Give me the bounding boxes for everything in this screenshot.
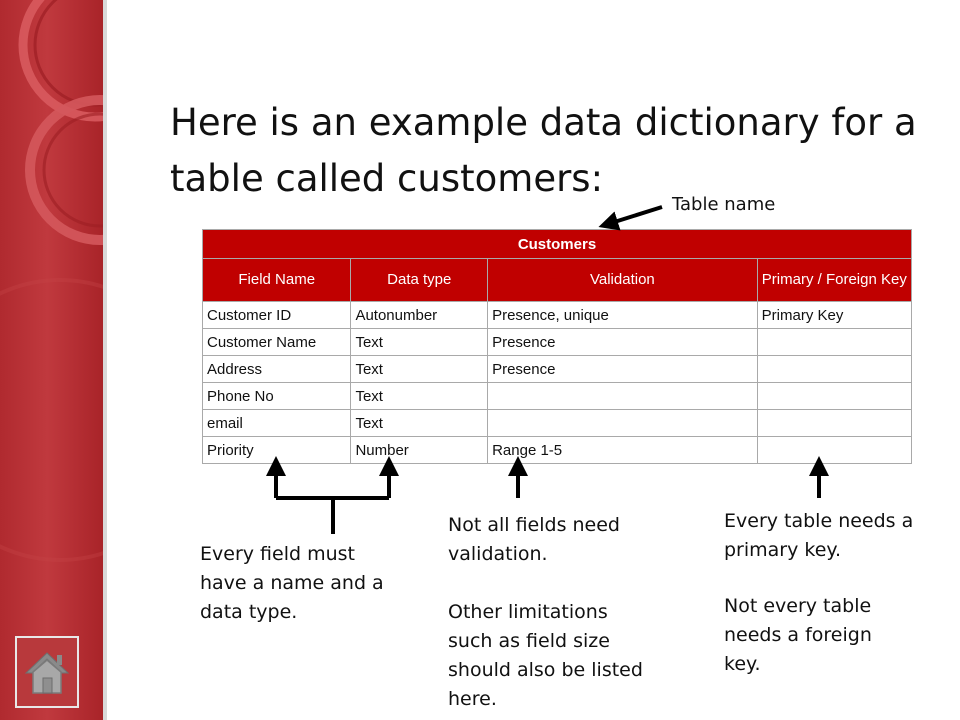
cell-data-type: Text	[351, 410, 488, 437]
cell-key: Primary Key	[757, 302, 911, 329]
cell-field-name: Customer Name	[203, 329, 351, 356]
cell-field-name: Priority	[203, 437, 351, 464]
cell-validation: Range 1-5	[488, 437, 758, 464]
key-note-2: Not every table needs a foreign key.	[724, 595, 872, 675]
table-name-arrow	[608, 207, 662, 224]
validation-note-2: Other limitations such as field size should also be listed here.	[448, 601, 643, 710]
cell-field-name: email	[203, 410, 351, 437]
column-header-data-type: Data type	[351, 259, 488, 302]
cell-data-type: Text	[351, 383, 488, 410]
table-caption: Customers	[203, 230, 912, 259]
cell-field-name: Address	[203, 356, 351, 383]
cell-validation: Presence	[488, 329, 758, 356]
cell-data-type: Text	[351, 329, 488, 356]
column-header-field-name: Field Name	[203, 259, 351, 302]
cell-field-name: Phone No	[203, 383, 351, 410]
cell-data-type: Autonumber	[351, 302, 488, 329]
cell-field-name: Customer ID	[203, 302, 351, 329]
cell-validation: Presence, unique	[488, 302, 758, 329]
cell-validation: Presence	[488, 356, 758, 383]
column-header-validation: Validation	[488, 259, 758, 302]
fields-bracket	[276, 498, 389, 534]
cell-data-type: Text	[351, 356, 488, 383]
fields-note: Every field must have a name and a data type.	[200, 543, 384, 623]
page-title: Here is an example data dictionary for a table called customers:	[170, 101, 917, 200]
cell-data-type: Number	[351, 437, 488, 464]
column-header-key: Primary / Foreign Key	[757, 259, 911, 302]
key-note-1: Every table needs a primary key.	[724, 510, 914, 561]
validation-note-1: Not all fields need validation.	[448, 514, 620, 565]
table-name-label: Table name	[672, 194, 776, 215]
